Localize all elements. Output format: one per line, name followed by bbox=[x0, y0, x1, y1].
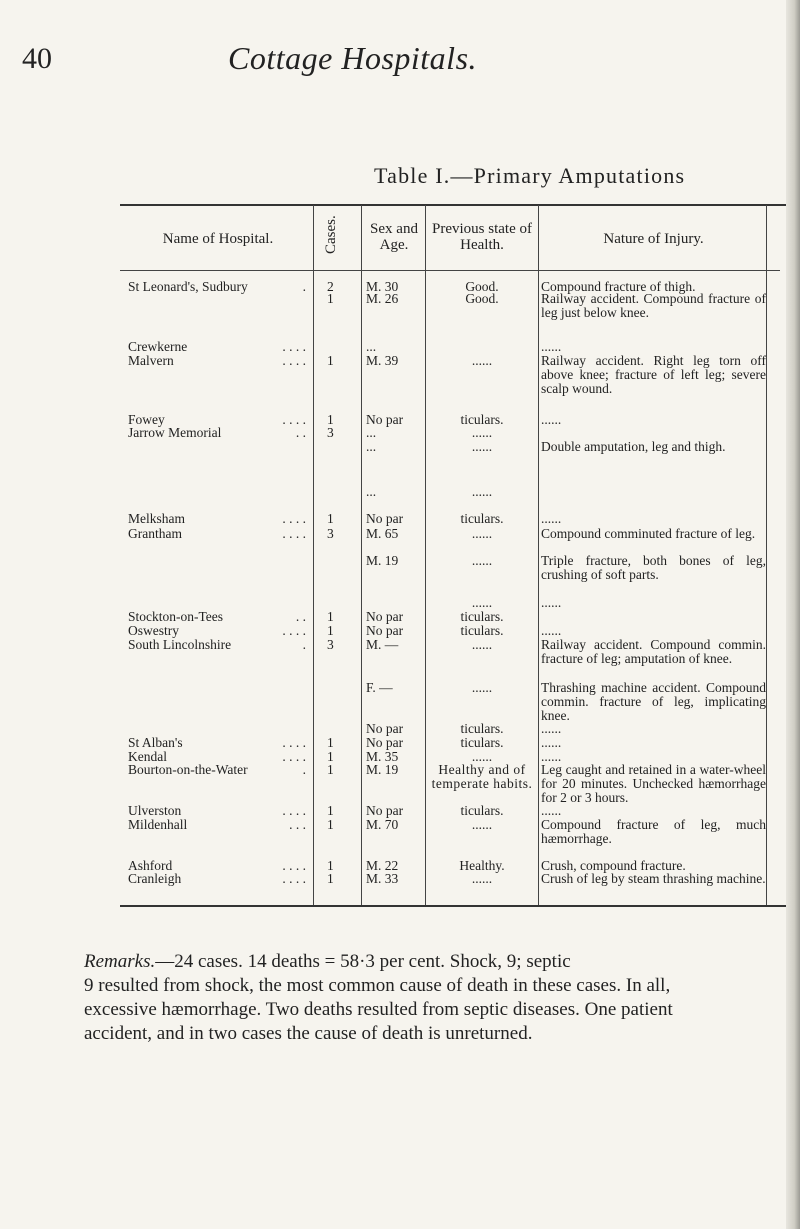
leader-dots: . . . . bbox=[282, 412, 306, 427]
header-cases: Cases. bbox=[323, 215, 339, 254]
previous-health: ticulars. bbox=[460, 735, 504, 750]
leader-dots: . . . . bbox=[282, 858, 306, 873]
previous-health: ticulars. bbox=[460, 623, 504, 638]
sex-age: No par bbox=[366, 735, 404, 750]
sex-age: M. 70 bbox=[366, 817, 399, 832]
remarks-line: excessive hæmorrhage. Two deaths resulted from septic diseases. One patient bbox=[84, 999, 673, 1020]
leader-dots: . . bbox=[295, 425, 306, 440]
sex-age: No par bbox=[366, 609, 404, 624]
previous-health: Healthy and of temperate habits. bbox=[431, 762, 533, 791]
header-sex-age: Sex and Age. bbox=[370, 221, 418, 253]
leader-dots: . . . . bbox=[282, 623, 306, 638]
remarks-label: Remarks. bbox=[84, 951, 156, 972]
leader-dots: . . . . bbox=[282, 511, 306, 526]
nature-of-injury: Railway accident. Right leg torn off above knee; fracture of left leg; severe scalp wound. bbox=[541, 353, 766, 396]
sex-age: M. 30 bbox=[366, 279, 399, 294]
sex-age: No par bbox=[366, 623, 404, 638]
previous-health: Healthy. bbox=[459, 858, 505, 873]
sex-age: M. 65 bbox=[366, 526, 399, 541]
nature-of-injury: ...... bbox=[541, 511, 562, 526]
hospital-name: Malvern bbox=[128, 353, 174, 368]
leader-dots: . bbox=[302, 762, 306, 777]
leader-dots: . bbox=[302, 637, 306, 652]
hospital-name: Mildenhall bbox=[128, 817, 188, 832]
hospital-name: Kendal bbox=[128, 749, 167, 764]
previous-health: ...... bbox=[471, 439, 493, 454]
cases-count: 1 bbox=[327, 762, 334, 777]
previous-health: ticulars. bbox=[460, 803, 504, 818]
nature-of-injury: ...... bbox=[541, 721, 562, 736]
cases-count: 1 bbox=[327, 623, 334, 638]
sex-age: ... bbox=[366, 425, 377, 440]
leader-dots: . bbox=[302, 279, 306, 294]
nature-of-injury: Compound fracture of thigh. bbox=[541, 279, 696, 294]
cases-count: 1 bbox=[327, 412, 334, 427]
nature-of-injury: Thrashing machine accident. Compound commin. fracture of leg, implicating knee. bbox=[541, 680, 766, 723]
nature-of-injury: Crush, compound fracture. bbox=[541, 858, 686, 873]
sex-age: No par bbox=[366, 721, 404, 736]
nature-of-injury: ...... bbox=[541, 339, 562, 354]
leader-dots: . . . bbox=[289, 817, 306, 832]
nature-of-injury: ...... bbox=[541, 412, 562, 427]
leader-dots: . . . . bbox=[282, 871, 306, 886]
sex-age: No par bbox=[366, 412, 404, 427]
page-edge-shadow bbox=[786, 0, 800, 1229]
cases-count: 3 bbox=[327, 425, 334, 440]
previous-health: ...... bbox=[471, 637, 493, 652]
sex-age: M. 39 bbox=[366, 353, 399, 368]
nature-of-injury: ...... bbox=[541, 735, 562, 750]
cases-count: 1 bbox=[327, 858, 334, 873]
remarks-line bbox=[84, 950, 784, 974]
previous-health: ...... bbox=[471, 484, 493, 499]
cases-count: 1 bbox=[327, 749, 334, 764]
previous-health: ...... bbox=[471, 749, 493, 764]
nature-of-injury: Triple fracture, both bones of leg, crushing of soft parts. bbox=[541, 553, 766, 582]
page-number: 40 bbox=[22, 42, 52, 75]
hospital-name: Oswestry bbox=[128, 623, 179, 638]
sex-age: M. 19 bbox=[366, 553, 399, 568]
leader-dots: . . . . bbox=[282, 339, 306, 354]
running-head: Cottage Hospitals. bbox=[228, 40, 478, 76]
remarks-line: accident, and in two cases the cause of death is unreturned. bbox=[84, 1023, 533, 1044]
previous-health: ticulars. bbox=[460, 609, 504, 624]
sex-age: ... bbox=[366, 439, 377, 454]
nature-of-injury: ...... bbox=[541, 749, 562, 764]
column-divider bbox=[425, 205, 426, 905]
hospital-name: South Lincolnshire bbox=[128, 637, 232, 652]
hospital-name: Bourton-on-the-Water bbox=[128, 762, 248, 777]
previous-health: Good. bbox=[465, 291, 499, 306]
hospital-name: Stockton-on-Tees bbox=[128, 609, 224, 624]
leader-dots: . . . . bbox=[282, 749, 306, 764]
previous-health: ...... bbox=[471, 817, 493, 832]
nature-of-injury: ...... bbox=[541, 803, 562, 818]
cases-count: 1 bbox=[327, 871, 334, 886]
nature-of-injury: Compound comminuted fracture of leg. bbox=[541, 526, 756, 541]
sex-age: ... bbox=[366, 484, 377, 499]
previous-health: ticulars. bbox=[460, 721, 504, 736]
leader-dots: . . . . bbox=[282, 803, 306, 818]
hospital-name: St Alban's bbox=[128, 735, 183, 750]
sex-age: M. 22 bbox=[366, 858, 399, 873]
remarks bbox=[84, 950, 784, 1046]
previous-health: ...... bbox=[471, 595, 493, 610]
hospital-name: Fowey bbox=[128, 412, 165, 427]
previous-health: ticulars. bbox=[460, 511, 504, 526]
cases-count: 3 bbox=[327, 526, 334, 541]
leader-dots: . . bbox=[295, 609, 306, 624]
sex-age: No par bbox=[366, 511, 404, 526]
nature-of-injury: Crush of leg by steam thrashing machine. bbox=[541, 871, 766, 886]
header-hospital: Name of Hospital. bbox=[162, 231, 274, 247]
leader-dots: . . . . bbox=[282, 526, 306, 541]
cases-count: 1 bbox=[327, 735, 334, 750]
previous-health: ...... bbox=[471, 425, 493, 440]
nature-of-injury: Double amputation, leg and thigh. bbox=[541, 439, 726, 454]
leader-dots: . . . . bbox=[282, 353, 306, 368]
nature-of-injury: ...... bbox=[541, 595, 562, 610]
sex-age: No par bbox=[366, 803, 404, 818]
previous-health: ...... bbox=[471, 871, 493, 886]
sex-age: ... bbox=[366, 339, 377, 354]
cases-count: 1 bbox=[327, 353, 334, 368]
nature-of-injury: Railway accident. Compound commin. fracture of leg; amputation of knee. bbox=[541, 637, 766, 666]
table-rule-header bbox=[120, 270, 780, 271]
nature-of-injury: ...... bbox=[541, 623, 562, 638]
hospital-name: Ulverston bbox=[128, 803, 182, 818]
hospital-name: Grantham bbox=[128, 526, 182, 541]
nature-of-injury: Railway accident. Compound fracture of leg just below knee. bbox=[541, 291, 766, 320]
sex-age: F. — bbox=[366, 680, 393, 695]
table-rule-top bbox=[120, 204, 800, 206]
nature-of-injury: Leg caught and retained in a water-wheel for 20 minutes. Unchecked hæmorrhage for 2 or 3 hours. bbox=[541, 762, 766, 805]
table-rule-bottom bbox=[120, 905, 800, 907]
nature-of-injury: Compound fracture of leg, much hæmorrhage. bbox=[541, 817, 766, 846]
header-nature-injury: Nature of Injury. bbox=[603, 231, 704, 247]
hospital-name: Jarrow Memorial bbox=[128, 425, 222, 440]
header-previous-health: Previous state of Health. bbox=[432, 221, 532, 253]
previous-health: ...... bbox=[471, 553, 493, 568]
column-divider bbox=[538, 205, 539, 905]
sex-age: M. 19 bbox=[366, 762, 399, 777]
cases-count: 1 bbox=[327, 291, 334, 306]
cases-count: 1 bbox=[327, 609, 334, 624]
column-divider bbox=[361, 205, 362, 905]
cases-count: 1 bbox=[327, 803, 334, 818]
remarks-text: —24 cases. 14 deaths = 58·3 per cent. Shock, 9; septic bbox=[155, 951, 571, 972]
sex-age: M. 35 bbox=[366, 749, 399, 764]
hospital-name: St Leonard's, Sudbury bbox=[128, 279, 248, 294]
previous-health: ...... bbox=[471, 526, 493, 541]
cases-count: 3 bbox=[327, 637, 334, 652]
hospital-name: Crewkerne bbox=[128, 339, 188, 354]
previous-health: Good. bbox=[465, 279, 499, 294]
sex-age: M. 26 bbox=[366, 291, 399, 306]
leader-dots: . . . . bbox=[282, 735, 306, 750]
hospital-name: Melksham bbox=[128, 511, 185, 526]
sex-age: M. 33 bbox=[366, 871, 399, 886]
previous-health: ...... bbox=[471, 680, 493, 695]
remarks-line: 9 resulted from shock, the most common cause of death in these cases. In all, bbox=[84, 975, 671, 996]
hospital-name: Cranleigh bbox=[128, 871, 182, 886]
column-divider bbox=[766, 205, 767, 905]
hospital-name: Ashford bbox=[128, 858, 173, 873]
column-divider bbox=[313, 205, 314, 905]
sex-age: M. — bbox=[366, 637, 399, 652]
previous-health: ticulars. bbox=[460, 412, 504, 427]
cases-count: 2 bbox=[327, 279, 334, 294]
previous-health: ...... bbox=[471, 353, 493, 368]
cases-count: 1 bbox=[327, 817, 334, 832]
cases-count: 1 bbox=[327, 511, 334, 526]
table-title: Table I.—Primary Amputations bbox=[374, 163, 686, 188]
